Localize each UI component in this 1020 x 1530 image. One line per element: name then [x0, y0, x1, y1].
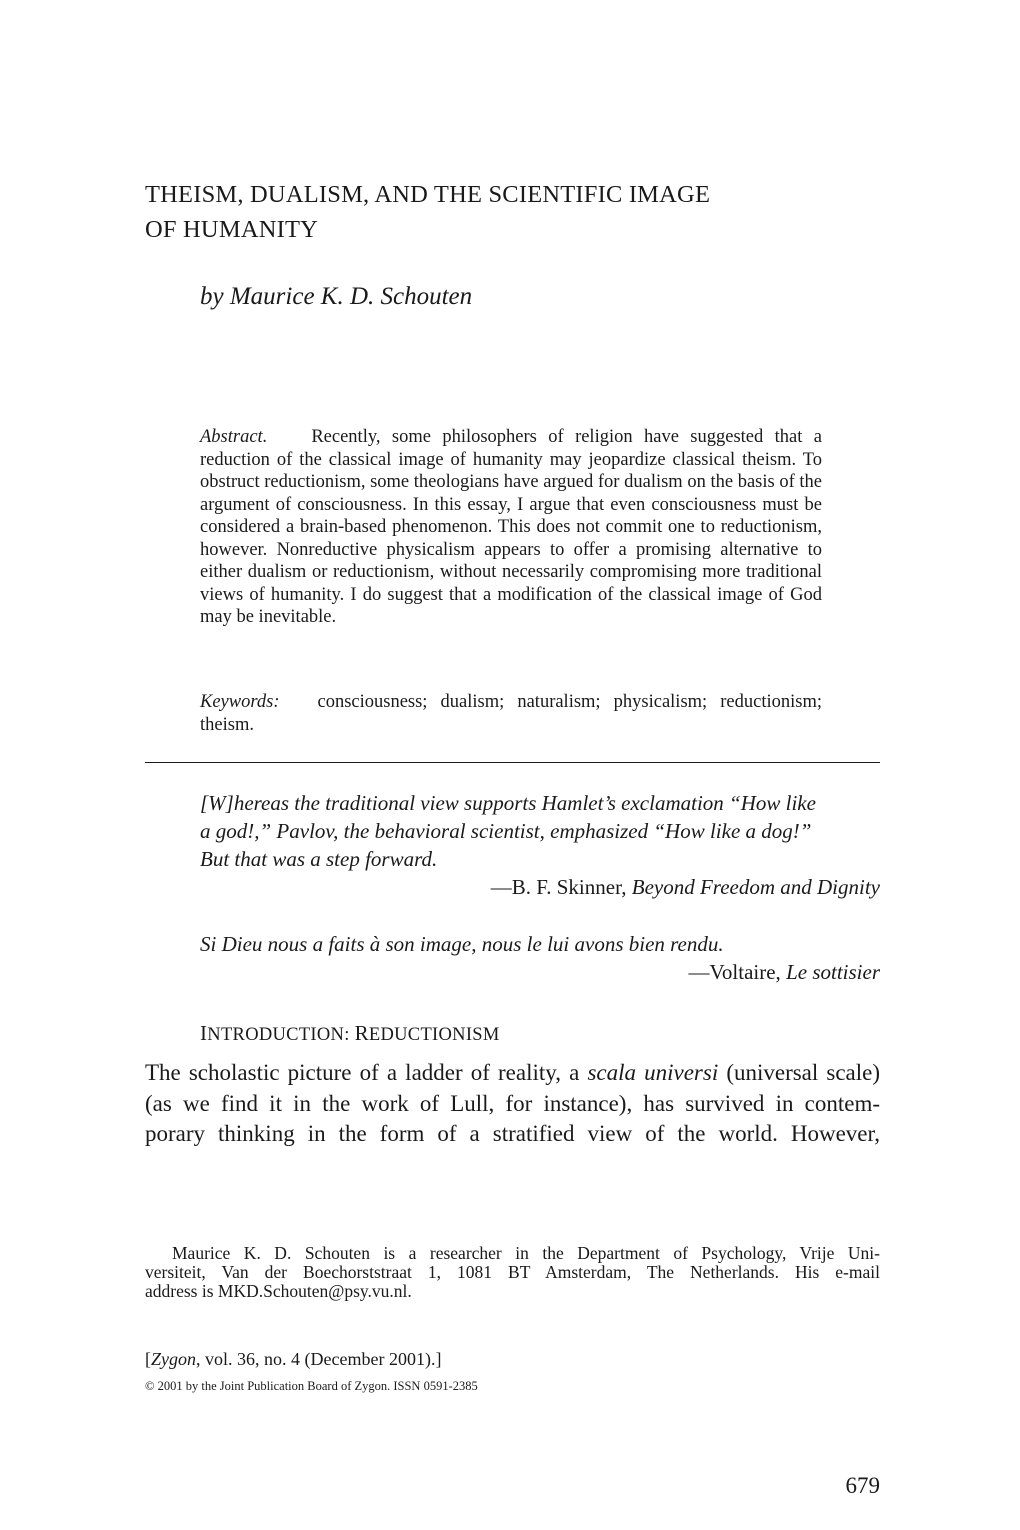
- epigraph-voltaire: [200, 930, 880, 986]
- epigraph-quote: [200, 789, 880, 873]
- epigraph-author: —B. F. Skinner,: [490, 875, 627, 899]
- keywords: [200, 691, 822, 736]
- epigraph-line: Si Dieu nous a faits à son image, nous le lui avons bien rendu.: [200, 932, 724, 956]
- copyright-notice: © 2001 by the Joint Publication Board of Zygon. ISSN 0591-2385: [145, 1379, 478, 1393]
- footnote-line: Maurice K. D. Schouten is a researcher in the Department of Psychology, Vrije Uni-: [172, 1243, 880, 1263]
- epigraph-quote: [200, 930, 880, 958]
- body-paragraph: [145, 1058, 880, 1150]
- epigraph-line: a god!,” Pavlov, the behavioral scientist, emphasized “How like a dog!”: [200, 819, 812, 843]
- horizontal-rule: [145, 762, 880, 763]
- title-line-2: OF HUMANITY: [145, 216, 319, 243]
- epigraph-attribution: [200, 958, 880, 986]
- abstract-label: Abstract.: [200, 427, 268, 447]
- article-title: [145, 177, 845, 247]
- abstract: [200, 426, 822, 629]
- author-footnote: [145, 1244, 880, 1301]
- page-number: 679: [845, 1473, 880, 1498]
- footnote-line: address is MKD.Schouten@psy.vu.nl.: [145, 1281, 412, 1301]
- title-line-1: THEISM, DUALISM, AND THE SCIENTIFIC IMAGE: [145, 181, 711, 208]
- journal-name: Zygon: [151, 1349, 196, 1369]
- epigraph-line: But that was a step forward.: [200, 847, 438, 871]
- keywords-text: consciousness; dualism; naturalism; physicalism; reductionism; theism.: [200, 692, 822, 735]
- journal-citation: [Zygon, vol. 36, no. 4 (December 2001).]: [145, 1349, 442, 1369]
- body-line: (as we find it in the work of Lull, for instance), has survived in contem-: [145, 1090, 880, 1116]
- epigraph-author: —Voltaire,: [688, 960, 781, 984]
- abstract-text: Recently, some philosophers of religion have suggested that a reduction of the classical image of humanity may jeopardize classical theism. To obstruct reductionism, some theologians have argued for dualism on the basis of the argument of consciousness. In this essay, I argue that even consciousness must be considered a brain-based phenomenon. This does not commit one to reductionism, however. Nonreductive physicalism appears to offer a promising alternative to either dualism or reductionism, without necessarily compromising more traditional views of humanity. I do suggest that a modification of the classical image of God may be inevitable.: [200, 427, 822, 627]
- epigraph-attribution: [200, 873, 880, 901]
- latin-term: scala universi: [587, 1060, 719, 1085]
- section-heading: INTRODUCTION: REDUCTIONISM: [200, 1021, 500, 1045]
- keywords-label: Keywords:: [200, 692, 280, 712]
- body-line: The scholastic picture of a ladder of reality, a scala universi (universal scale): [145, 1060, 881, 1085]
- epigraph-skinner: [200, 789, 880, 901]
- epigraph-work: Le sottisier: [786, 960, 880, 984]
- epigraph-work: Beyond Freedom and Dignity: [631, 875, 880, 899]
- footnote-line: versiteit, Van der Boechorststraat 1, 1081 BT Amsterdam, The Netherlands. His e-mail: [145, 1262, 880, 1282]
- body-line: porary thinking in the form of a stratified view of the world. However,: [145, 1121, 880, 1146]
- author-byline: by Maurice K. D. Schouten: [200, 283, 473, 310]
- epigraph-line: [W]hereas the traditional view supports Hamlet’s exclamation “How like: [200, 791, 816, 815]
